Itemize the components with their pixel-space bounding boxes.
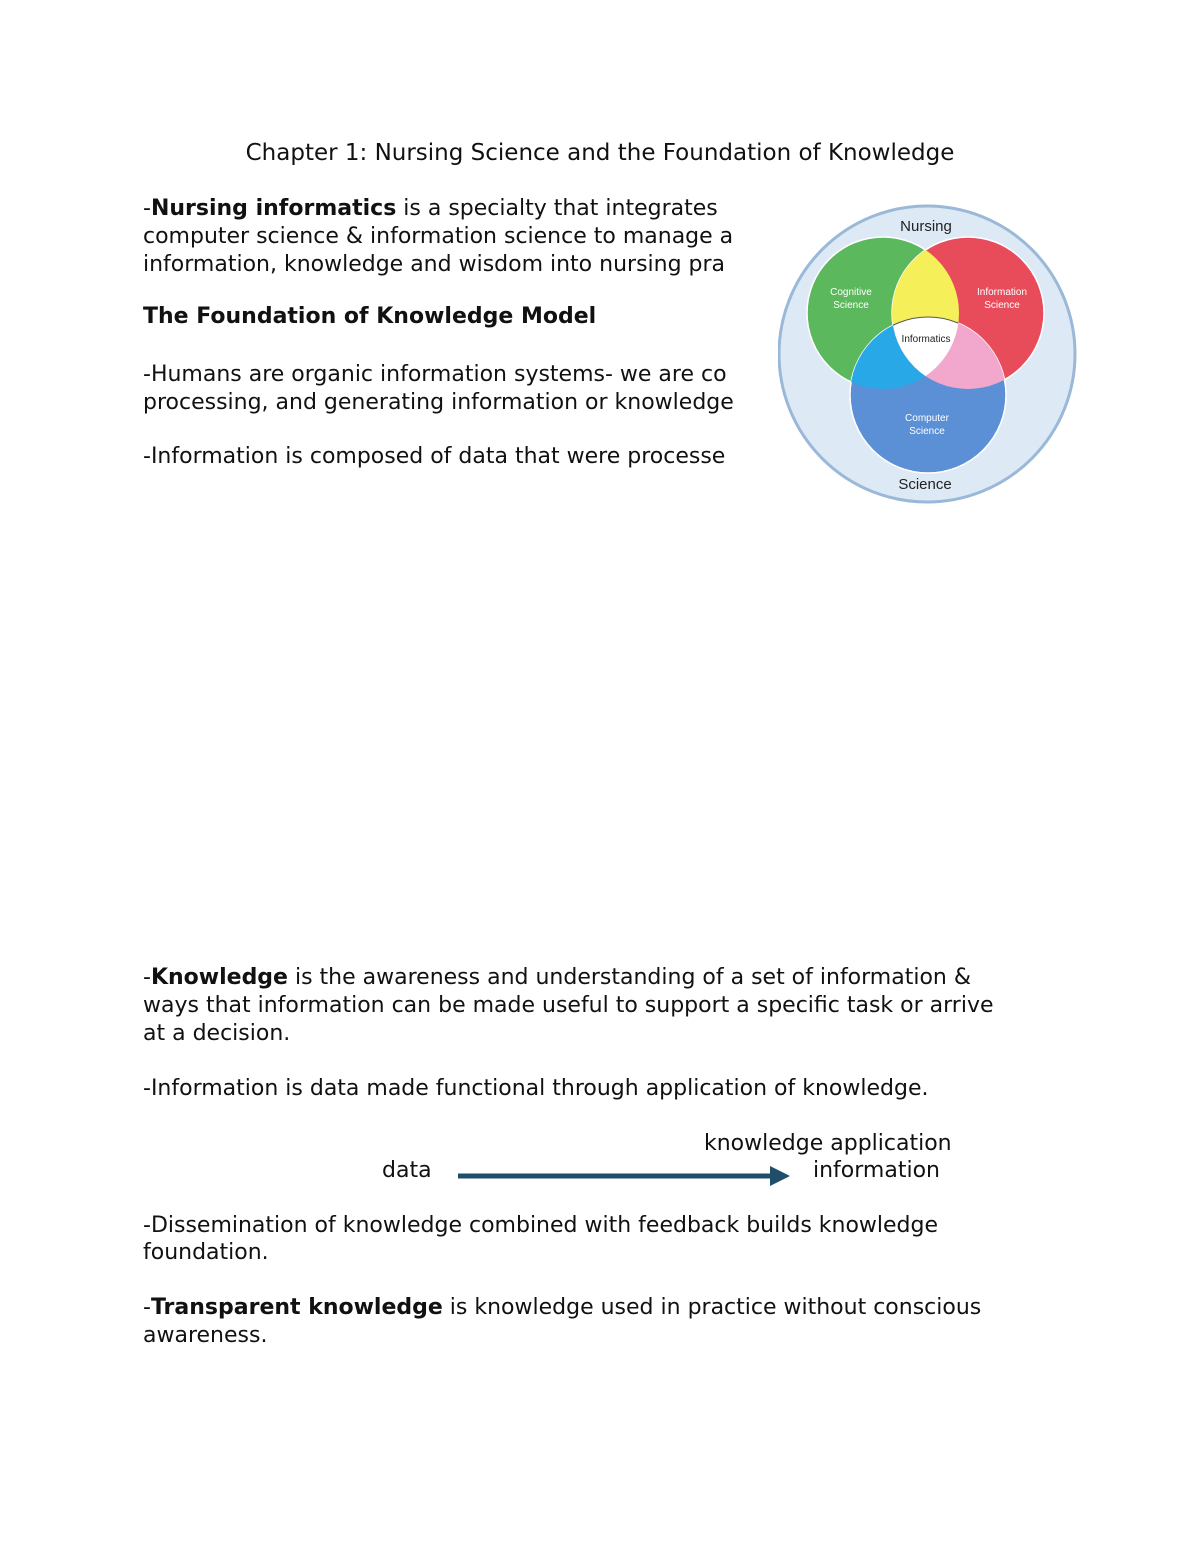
flow-via-label: knowledge application [704, 1131, 952, 1156]
term-knowledge: Knowledge [150, 965, 288, 990]
knowledge-line-1: -Knowledge is the awareness and understanding of a set of information & [143, 965, 972, 990]
venn-label-cognitive-1: Cognitive [830, 287, 872, 298]
knowledge-line-2: ways that information can be made useful to support a specific task or arrive [143, 993, 994, 1018]
venn-label-information-2: Science [984, 300, 1020, 311]
venn-label-cognitive-2: Science [833, 300, 869, 311]
information-functional-line: -Information is data made functional through application of knowledge. [143, 1076, 929, 1101]
informatics-venn-diagram [778, 196, 1082, 512]
section-heading: The Foundation of Knowledge Model [143, 304, 597, 329]
term-nursing-informatics: Nursing informatics [150, 196, 397, 221]
intro-line-1: -Nursing informatics is a specialty that integrates [143, 196, 718, 221]
humans-line-2: processing, and generating information or knowledge [143, 390, 734, 415]
venn-label-nursing: Nursing [900, 218, 952, 235]
venn-label-informatics: Informatics [901, 334, 951, 345]
knowledge-line-3: at a decision. [143, 1021, 291, 1046]
dissemination-line-2: foundation. [143, 1240, 269, 1265]
term-transparent-knowledge: Transparent knowledge [150, 1295, 443, 1320]
venn-label-computer-2: Science [909, 426, 945, 437]
flow-arrow [452, 1163, 797, 1189]
page-title: Chapter 1: Nursing Science and the Foundation of Knowledge [245, 140, 955, 166]
flow-to-label: information [813, 1158, 940, 1183]
transparent-line-1: -Transparent knowledge is knowledge used in practice without conscious [143, 1295, 982, 1320]
flow-arrow-head [770, 1166, 790, 1186]
humans-line-1: -Humans are organic information systems- we are co [143, 362, 727, 387]
intro-line-3: information, knowledge and wisdom into nursing pra [143, 252, 726, 277]
venn-label-information-1: Information [976, 287, 1028, 298]
dissemination-line-1: -Dissemination of knowledge combined with feedback builds knowledge [143, 1213, 939, 1238]
intro-line-2: computer science & information science to manage a [143, 224, 734, 249]
venn-label-computer-1: Computer [905, 413, 949, 424]
information-composed-line: -Information is composed of data that were processe [143, 444, 726, 469]
venn-label-science: Science [898, 476, 952, 493]
transparent-line-2: awareness. [143, 1323, 268, 1348]
flow-from-label: data [382, 1158, 432, 1183]
